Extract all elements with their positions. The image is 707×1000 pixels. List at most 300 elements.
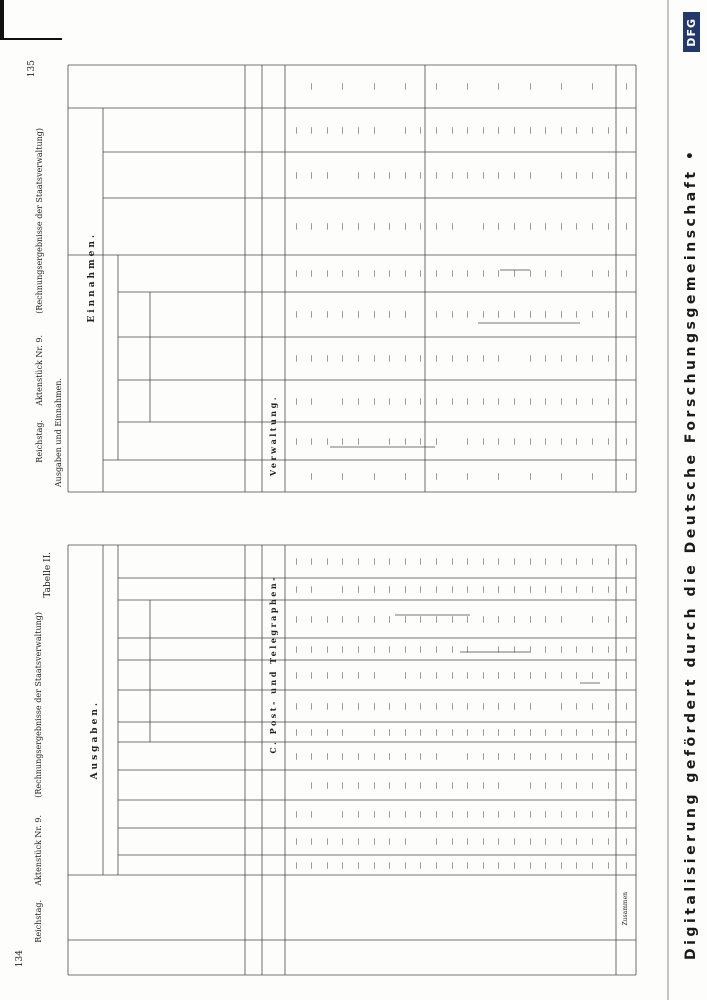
table-cell: — (509, 171, 518, 179)
table-cell: — (307, 728, 316, 736)
table-cell: — (556, 615, 565, 623)
table-cell: — (353, 671, 362, 679)
table-cell: — (603, 781, 612, 789)
table-cell: — (291, 671, 300, 679)
table-cell: — (369, 838, 378, 845)
table-cell: — (556, 355, 565, 362)
table-cell: — (478, 311, 487, 318)
table-cell: — (494, 752, 503, 760)
table-cell: — (322, 171, 331, 179)
table-cell: — (447, 702, 456, 710)
table-cell: — (385, 781, 394, 789)
table-cell: — (603, 861, 612, 869)
table-cell: — (307, 223, 316, 230)
table-cell: — (322, 355, 331, 362)
table-cell: — (463, 397, 472, 405)
table-cell: — (621, 397, 630, 405)
table-cell: — (307, 810, 316, 818)
running-head-parliament-left: Reichstag. (34, 900, 43, 943)
table-cell: — (603, 171, 612, 179)
table-cell: — (621, 861, 630, 869)
table-cell: — (385, 615, 394, 623)
table-cell: — (556, 223, 565, 230)
table-cell: — (385, 645, 394, 653)
table-cell: — (385, 223, 394, 230)
table-cell: — (603, 671, 612, 679)
table-cell: — (621, 355, 630, 362)
table-cell: — (431, 270, 440, 277)
table-cell: — (291, 810, 300, 818)
table-cell: — (494, 781, 503, 789)
table-cell: — (447, 671, 456, 679)
table-cell: — (385, 397, 394, 405)
table-cell: — (463, 126, 472, 134)
table-cell: — (478, 585, 487, 593)
table-cell: — (307, 585, 316, 593)
table-cell: — (385, 270, 394, 277)
table-cell: — (509, 728, 518, 736)
table-cell: — (621, 615, 630, 623)
table-cell: — (322, 645, 331, 653)
table-cell: — (478, 126, 487, 134)
table-cell: — (369, 126, 378, 134)
page-heading-right: Ausgaben und Einnahmen. (54, 378, 63, 488)
table-cell: — (353, 861, 362, 869)
table-cell: — (353, 645, 362, 653)
table-cell: — (447, 270, 456, 277)
table-cell: — (307, 437, 316, 445)
table-cell: — (525, 615, 534, 623)
table-cell: — (338, 702, 347, 710)
table-cell: — (494, 83, 503, 90)
table-cell: — (416, 752, 425, 760)
band-title-verwaltung: Verwaltung. (268, 395, 278, 477)
table-cell: — (509, 615, 518, 623)
table-cell: — (541, 126, 550, 134)
table-cell: — (478, 728, 487, 736)
table-cell: — (400, 355, 409, 362)
table-cell: — (307, 83, 316, 90)
page-number-left: 134 (15, 950, 25, 968)
table-cell: — (587, 728, 596, 736)
table-cell: — (447, 615, 456, 623)
table-cell: — (400, 752, 409, 760)
table-cell: — (400, 585, 409, 593)
table-cell: — (525, 752, 534, 760)
table-cell: — (463, 671, 472, 679)
table-cell: — (541, 810, 550, 818)
table-cell: — (478, 615, 487, 623)
table-cell: — (307, 171, 316, 179)
table-cell: — (587, 752, 596, 760)
table-cell: — (478, 752, 487, 760)
table-cell: — (478, 781, 487, 789)
table-cell: — (509, 437, 518, 445)
table-cell: — (400, 781, 409, 789)
digitization-watermark: Digitalisierung gefördert durch die Deutsche Forschungsgemeinschaft • (683, 147, 699, 960)
table-cell: — (307, 838, 316, 845)
table-cell: — (353, 397, 362, 405)
table-cell: — (338, 838, 347, 845)
table-cell: — (572, 558, 581, 565)
table-cell: — (478, 270, 487, 277)
table-label: Tabelle II. (43, 552, 53, 598)
table-cell: — (369, 781, 378, 789)
table-cell: — (572, 397, 581, 405)
table-cell: — (525, 645, 534, 653)
table-cell: — (541, 397, 550, 405)
table-cell: — (431, 645, 440, 653)
table-cell: — (587, 810, 596, 818)
table-cell: — (525, 585, 534, 593)
table-cell: — (307, 671, 316, 679)
table-cell: — (400, 472, 409, 480)
table-cell: — (587, 861, 596, 869)
table-cell: — (291, 615, 300, 623)
table-cell: — (525, 472, 534, 480)
table-cell: — (603, 558, 612, 565)
table-cell: — (431, 355, 440, 362)
table-cell: — (322, 671, 331, 679)
table-cell: — (338, 810, 347, 818)
table-cell: — (621, 270, 630, 277)
dfg-logo (683, 12, 700, 52)
table-cell: — (556, 270, 565, 277)
table-cell: — (463, 83, 472, 90)
table-cell: — (338, 311, 347, 318)
table-cell: — (463, 781, 472, 789)
table-cell: — (494, 311, 503, 318)
table-cell: — (431, 585, 440, 593)
table-cell: — (587, 270, 596, 277)
table-cell: — (353, 781, 362, 789)
table-cell: — (509, 311, 518, 318)
table-cell: — (463, 810, 472, 818)
table-cell: — (291, 270, 300, 277)
table-cell: — (322, 223, 331, 230)
table-cell: — (291, 223, 300, 230)
table-cell: — (621, 838, 630, 845)
table-cell: — (494, 702, 503, 710)
table-cell: — (509, 585, 518, 593)
table-cell: — (416, 558, 425, 565)
table-cell: — (447, 781, 456, 789)
table-cell: — (587, 615, 596, 623)
table-cell: — (307, 702, 316, 710)
table-cell: — (587, 126, 596, 134)
table-cell: — (541, 838, 550, 845)
table-cell: — (307, 126, 316, 134)
table-cell: — (603, 838, 612, 845)
scan-edge-artifact (0, 0, 62, 40)
running-head-subject-right: (Rechnungsergebnisse der Staatsverwaltung) (35, 128, 44, 314)
table-cell: — (385, 810, 394, 818)
table-cell: — (369, 311, 378, 318)
table-cell: — (338, 615, 347, 623)
table-cell: — (494, 728, 503, 736)
table-cell: — (587, 838, 596, 845)
table-cell: — (509, 397, 518, 405)
table-cell: — (322, 838, 331, 845)
table-cell: — (431, 397, 440, 405)
table-cell: — (416, 126, 425, 134)
table-cell: — (353, 702, 362, 710)
table-cell: — (556, 472, 565, 480)
table-cell: — (463, 702, 472, 710)
table-cell: — (400, 270, 409, 277)
table-cell: — (385, 355, 394, 362)
table-cell: — (572, 752, 581, 760)
running-head-parliament-right: Reichstag. (35, 420, 44, 463)
table-cell: — (400, 671, 409, 679)
table-cell: — (525, 838, 534, 845)
table-cell: — (463, 861, 472, 869)
table-cell: — (587, 702, 596, 710)
section-title-einnahmen: Einnahmen. (87, 232, 97, 323)
table-cell: — (525, 311, 534, 318)
table-cell: — (400, 437, 409, 445)
table-cell: — (369, 558, 378, 565)
table-cell: — (416, 223, 425, 230)
table-cell: — (463, 171, 472, 179)
table-cell: — (525, 558, 534, 565)
table-cell: — (621, 171, 630, 179)
table-cell: — (400, 223, 409, 230)
table-cell: — (556, 728, 565, 736)
table-cell: — (541, 781, 550, 789)
table-cell: — (587, 558, 596, 565)
table-cell: — (369, 171, 378, 179)
table-cell: — (621, 126, 630, 134)
table-cell: — (291, 397, 300, 405)
table-cell: — (322, 270, 331, 277)
table-cell: — (587, 671, 596, 679)
table-cell: — (416, 645, 425, 653)
table-cell: — (291, 752, 300, 760)
table-cell: — (525, 397, 534, 405)
table-cell: — (572, 311, 581, 318)
table-cell: — (556, 838, 565, 845)
table-cell: — (621, 810, 630, 818)
table-cell: — (307, 645, 316, 653)
table-cell: — (556, 585, 565, 593)
table-cell: — (307, 752, 316, 760)
band-title-post-telegraphen: C. Post- und Telegraphen- (268, 575, 278, 754)
table-cell: — (307, 311, 316, 318)
table-cell: — (556, 671, 565, 679)
table-cell: — (400, 615, 409, 623)
table-cell: — (509, 752, 518, 760)
table-cell: — (291, 171, 300, 179)
table-cell: — (541, 671, 550, 679)
table-cell: — (525, 270, 534, 277)
table-cell: — (369, 671, 378, 679)
table-cell: — (431, 728, 440, 736)
table-cell: — (369, 355, 378, 362)
table-cell: — (621, 671, 630, 679)
table-cell: — (621, 728, 630, 736)
table-cell: — (494, 558, 503, 565)
table-cell: — (572, 126, 581, 134)
table-cell: — (556, 810, 565, 818)
table-cell: — (478, 437, 487, 445)
table-cell: — (494, 585, 503, 593)
table-cell: — (291, 861, 300, 869)
table-cell: — (431, 861, 440, 869)
table-cell: — (556, 171, 565, 179)
table-cell: — (322, 558, 331, 565)
table-cell: — (509, 838, 518, 845)
table-cell: — (385, 838, 394, 845)
table-cell: — (431, 171, 440, 179)
running-head-subject-left: (Rechnungsergebnisse der Staatsverwaltung) (34, 612, 43, 798)
table-cell: — (603, 615, 612, 623)
table-cell: — (525, 671, 534, 679)
table-cell: — (447, 838, 456, 845)
table-cell: — (621, 437, 630, 445)
table-cell: — (541, 861, 550, 869)
table-cell: — (587, 83, 596, 90)
table-cell: — (400, 558, 409, 565)
table-cell: — (431, 615, 440, 623)
table-cell: — (572, 171, 581, 179)
table-cell: — (494, 838, 503, 845)
table-cell: — (447, 126, 456, 134)
table-cell: — (556, 437, 565, 445)
table-cell: — (556, 861, 565, 869)
table-cell: — (431, 223, 440, 230)
table-cell: — (463, 585, 472, 593)
table-cell: — (603, 223, 612, 230)
table-cell: — (338, 728, 347, 736)
table-cell: — (447, 171, 456, 179)
table-cell: — (463, 437, 472, 445)
table-cell: — (431, 810, 440, 818)
table-cell: — (556, 83, 565, 90)
table-cell: — (353, 752, 362, 760)
table-cell: — (291, 728, 300, 736)
table-cell: — (541, 311, 550, 318)
table-cell: — (494, 861, 503, 869)
table-cell: — (385, 861, 394, 869)
table-cell: — (291, 838, 300, 845)
table-cell: — (369, 397, 378, 405)
table-cell: — (400, 171, 409, 179)
table-cell: — (556, 781, 565, 789)
table-cell: — (385, 558, 394, 565)
table-cell: — (431, 558, 440, 565)
table-cell: — (509, 126, 518, 134)
table-cell: — (621, 83, 630, 90)
table-cell: — (541, 558, 550, 565)
table-cell: — (478, 671, 487, 679)
table-cell: — (621, 645, 630, 653)
table-cell: — (572, 223, 581, 230)
table-cell: — (431, 752, 440, 760)
table-cell: — (338, 355, 347, 362)
table-cell: — (621, 223, 630, 230)
table-cell: — (509, 558, 518, 565)
table-cell: — (556, 311, 565, 318)
running-head-document-left: Aktenstück Nr. 9. (34, 815, 43, 886)
table-cell: — (572, 728, 581, 736)
table-cell: — (369, 270, 378, 277)
table-cell: — (478, 861, 487, 869)
table-cell: — (621, 311, 630, 318)
table-cell: — (572, 355, 581, 362)
table-cell: — (431, 838, 440, 845)
table-cell: — (291, 585, 300, 593)
table-cell: — (353, 311, 362, 318)
table-cell: — (587, 781, 596, 789)
table-cell: — (322, 615, 331, 623)
table-cell: — (291, 437, 300, 445)
table-cell: — (525, 728, 534, 736)
table-cell: — (338, 223, 347, 230)
table-cell: — (603, 355, 612, 362)
table-cell: — (525, 126, 534, 134)
table-cell: — (291, 126, 300, 134)
table-cell: — (494, 472, 503, 480)
table-cell: — (338, 397, 347, 405)
table-cell: — (307, 397, 316, 405)
table-cell: — (307, 615, 316, 623)
table-cell: — (385, 702, 394, 710)
table-cell: — (463, 645, 472, 653)
dfg-logo-text: DFG (685, 17, 698, 47)
table-cell: — (509, 861, 518, 869)
table-cell: — (494, 355, 503, 362)
table-cell: — (463, 558, 472, 565)
table-cell: — (572, 702, 581, 710)
table-cell: — (587, 585, 596, 593)
table-cell: — (385, 311, 394, 318)
table-cell: — (603, 728, 612, 736)
table-cell: — (587, 171, 596, 179)
table-cell: — (369, 615, 378, 623)
table-cell: — (478, 838, 487, 845)
table-cell: — (416, 728, 425, 736)
table-cell: — (447, 728, 456, 736)
table-cell: — (556, 397, 565, 405)
table-cell: — (478, 558, 487, 565)
table-cell: — (369, 728, 378, 736)
table-cell: — (353, 558, 362, 565)
table-cell: — (525, 223, 534, 230)
table-cell: — (603, 397, 612, 405)
table-cell: — (447, 558, 456, 565)
table-cell: — (463, 472, 472, 480)
table-cell: — (385, 171, 394, 179)
table-cell: — (603, 311, 612, 318)
table-cell: — (621, 585, 630, 593)
table-cell: — (431, 437, 440, 445)
table-cell: — (369, 702, 378, 710)
table-cell: — (369, 861, 378, 869)
table-cell: — (416, 270, 425, 277)
table-cell: — (369, 645, 378, 653)
table-cell: — (525, 861, 534, 869)
table-cell: — (587, 311, 596, 318)
table-cell: — (416, 615, 425, 623)
table-cell: — (369, 752, 378, 760)
table-cell: — (494, 671, 503, 679)
table-cell: — (541, 270, 550, 277)
table-cell: — (525, 437, 534, 445)
table-cell: — (307, 558, 316, 565)
table-cell: — (369, 585, 378, 593)
table-cell: — (494, 126, 503, 134)
